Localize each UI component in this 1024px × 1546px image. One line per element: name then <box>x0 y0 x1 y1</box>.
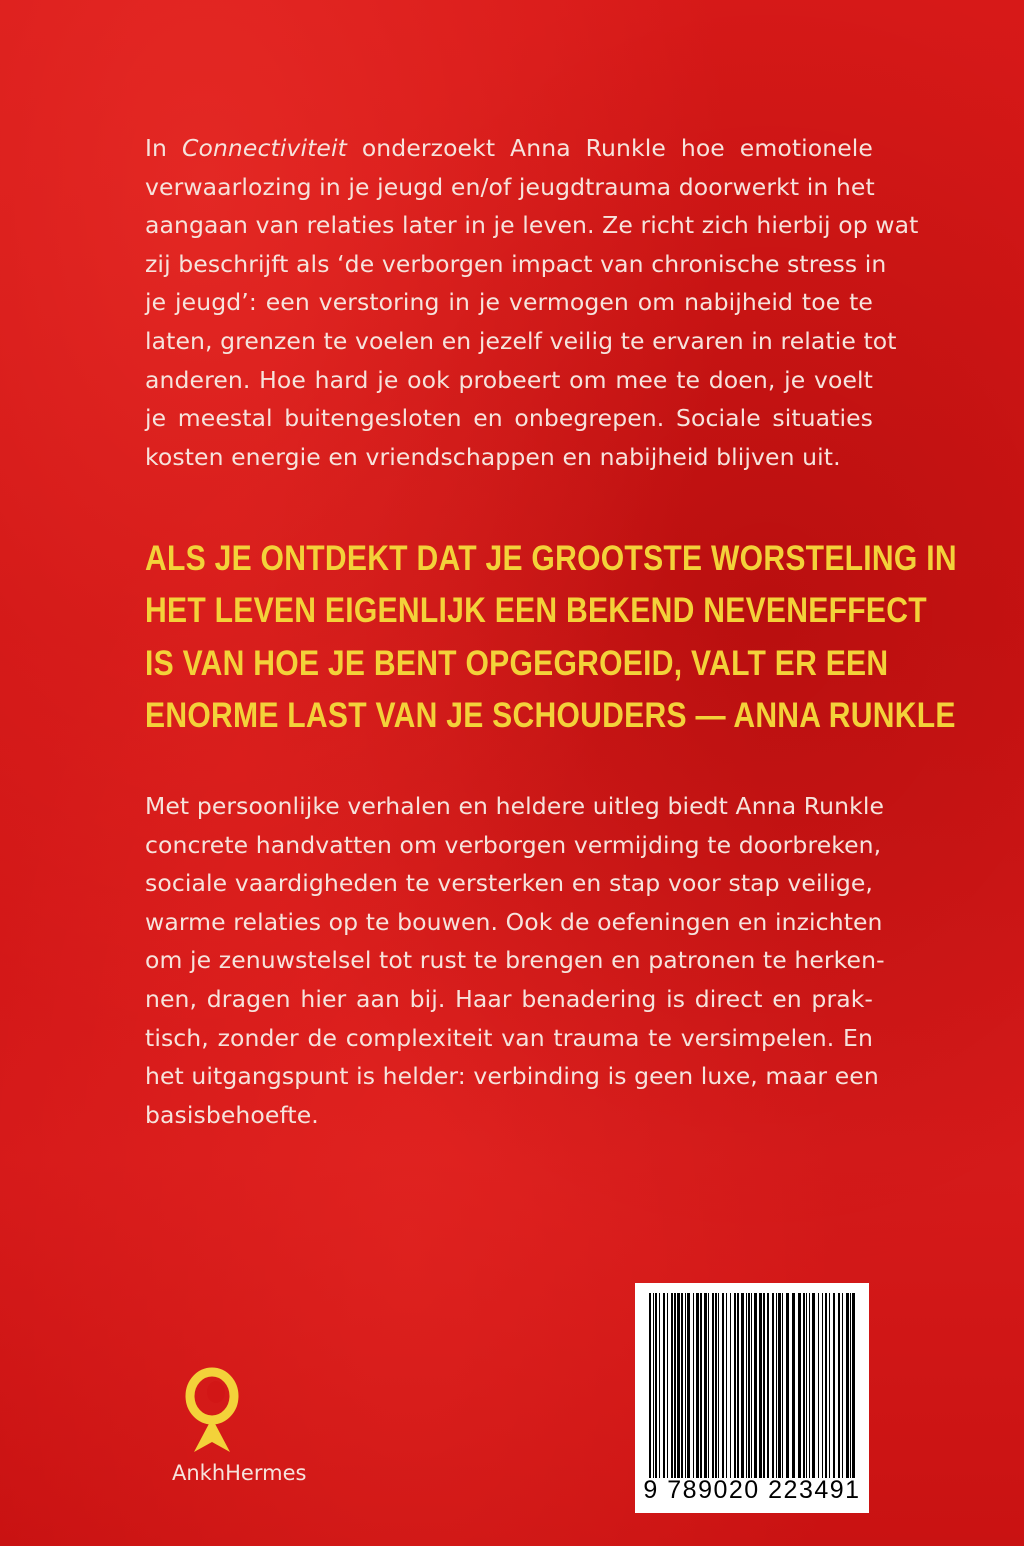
body-line: basisbehoefte. <box>145 1100 319 1129</box>
ankhhermes-logo-icon <box>172 1366 252 1456</box>
body-line: concrete handvatten om verborgen vermijding te doorbreken, <box>145 830 882 859</box>
quote-line: IS VAN HOE JE BENT OPGEGROEID, VALT ER EEN <box>145 643 889 683</box>
intro-line: zij beschrijft als ‘de verborgen impact van chronische stress in <box>145 249 887 278</box>
isbn-number: 9 789020 223491 <box>643 1476 861 1504</box>
intro-line: je jeugd’: een verstoring in je vermogen om nabijheid toe te <box>145 288 873 317</box>
intro-line: laten, grenzen te voelen en jezelf veilig te ervaren in relatie tot <box>145 326 897 355</box>
intro-line: kosten energie en vriendschappen en nabijheid blijven uit. <box>145 442 841 471</box>
intro-line: je meestal buitengesloten en onbegrepen. Sociale situaties <box>145 404 873 433</box>
intro-line-text: onderzoekt Anna Runkle hoe emotionele <box>346 134 873 162</box>
quote-line: ENORME LAST VAN JE SCHOUDERS — ANNA RUNKLE <box>145 696 956 736</box>
body-line: sociale vaardigheden te versterken en stap voor stap veilige, <box>145 869 873 898</box>
intro-line: aangaan van relaties later in je leven. Ze richt zich hierbij op wat <box>145 211 919 240</box>
publisher-name: AnkhHermes <box>172 1461 307 1485</box>
isbn-barcode <box>635 1283 869 1513</box>
book-title-italic: Connectiviteit <box>181 134 347 162</box>
body-line: warme relaties op te bouwen. Ook de oefeningen en inzichten <box>145 907 883 936</box>
body-line: om je zenuwstelsel tot rust te brengen en patronen te herken- <box>145 946 885 975</box>
body-line: nen, dragen hier aan bij. Haar benadering is direct en prak- <box>145 984 873 1013</box>
intro-paragraph <box>145 129 919 476</box>
intro-line: verwaarlozing in je jeugd en/of jeugdtrauma doorwerkt in het <box>145 172 875 201</box>
body-paragraph <box>145 787 885 1134</box>
barcode-bars <box>647 1293 859 1478</box>
body-line: het uitgangspunt is helder: verbinding is geen luxe, maar een <box>145 1062 879 1091</box>
quote-line: ALS JE ONTDEKT DAT JE GROOTSTE WORSTELING IN <box>145 539 957 578</box>
quote-line: HET LEVEN EIGENLIJK EEN BEKEND NEVENEFFECT <box>145 591 927 631</box>
intro-line: anderen. Hoe hard je ook probeert om mee te doen, je voelt <box>145 365 873 394</box>
pull-quote <box>145 533 957 743</box>
intro-line <box>145 129 873 168</box>
intro-line-text: In <box>145 134 182 162</box>
body-line: Met persoonlijke verhalen en heldere uitleg biedt Anna Runkle <box>145 792 885 820</box>
body-line: tisch, zonder de complexiteit van trauma te versimpelen. En <box>145 1023 873 1052</box>
